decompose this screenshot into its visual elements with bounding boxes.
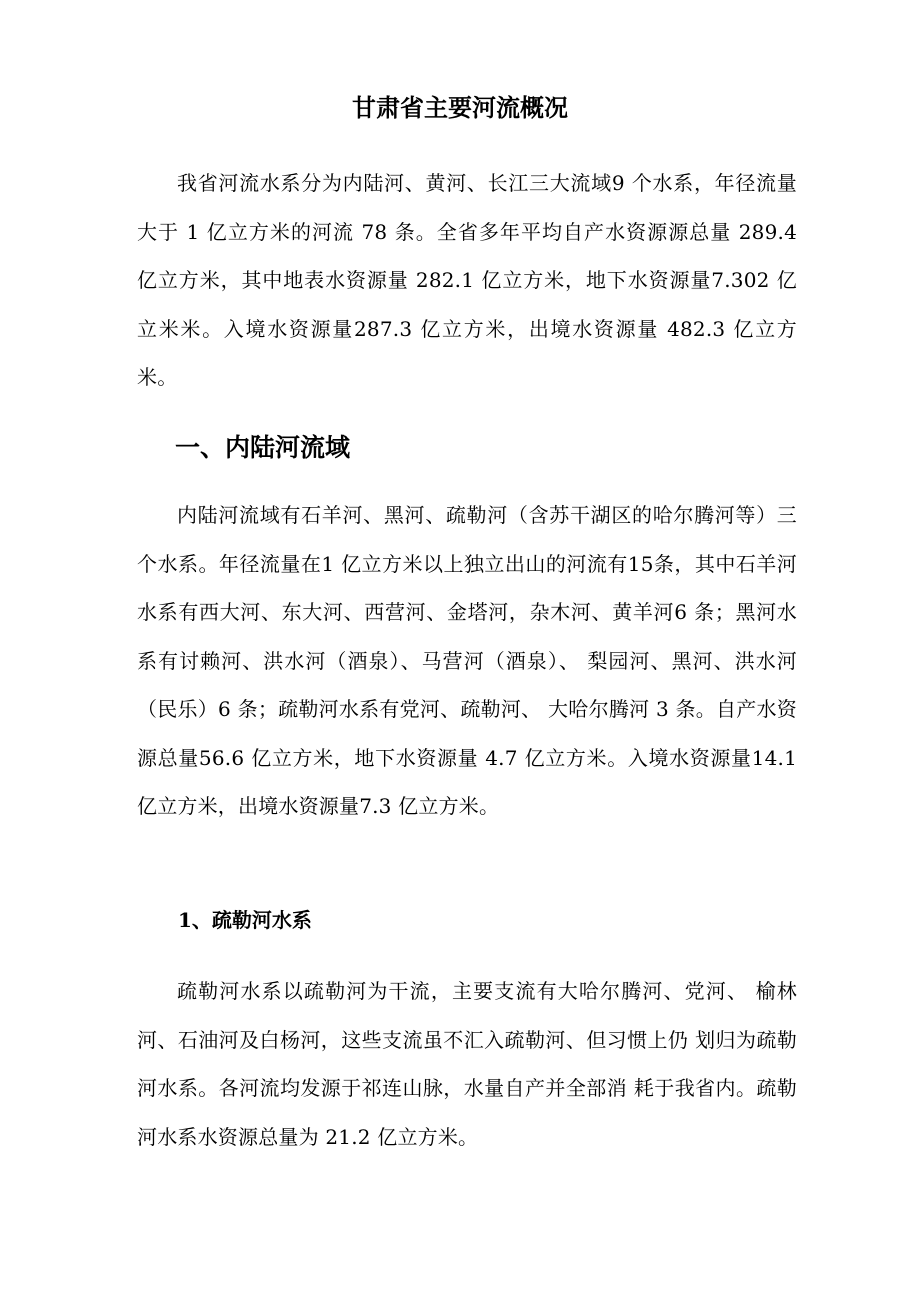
subsection-heading-shule-river: 1、疏勒河水系: [178, 908, 312, 932]
document-title: 甘肃省主要河流概况: [352, 94, 568, 122]
section-paragraph-inland-rivers: 内陆河流域有石羊河、黑河、疏勒河（含苏干湖区的哈尔腾河等）三个水系。年径流量在1 亿立方米以上独立出山的河流有15条，其中石羊河水系有西大河、东大河、西营河、金塔河，杂木河、黄羊河6 条；黑河水系有讨赖河、洪水河（酒泉）、马营河（酒泉）、 梨园河、黑河、洪水河（民乐）6 条；疏勒河水系有党河、疏勒河、 大哈尔腾河 3 条。自产水资源总量56.6 亿立方米，地下水资源量 4.7 亿立方米。入境水资源量14.1亿立方米，出境水资源量7.3 亿立方米。: [137, 503, 797, 818]
section-heading-inland-rivers: 一、内陆河流域: [175, 433, 351, 462]
subsection-paragraph-shule-river: 疏勒河水系以疏勒河为干流，主要支流有大哈尔腾河、党河、 榆林河、石油河及白杨河，这些支流虽不汇入疏勒河、但习惯上仍 划归为疏勒河水系。各河流均发源于祁连山脉，水量自产并全部消 耗于我省内。疏勒河水系水资源总量为 21.2 亿立方米。: [137, 979, 797, 1149]
intro-paragraph: 我省河流水系分为内陆河、黄河、长江三大流域9 个水系，年径流量大于 1 亿立方米的河流 78 条。全省多年平均自产水资源源总量 289.4 亿立方米，其中地表水资源量 282.1 亿立方米，地下水资源量7.302 亿立米米。入境水资源量287.3 亿立方米，出境水资源量 482.3 亿立方米。: [137, 171, 797, 389]
